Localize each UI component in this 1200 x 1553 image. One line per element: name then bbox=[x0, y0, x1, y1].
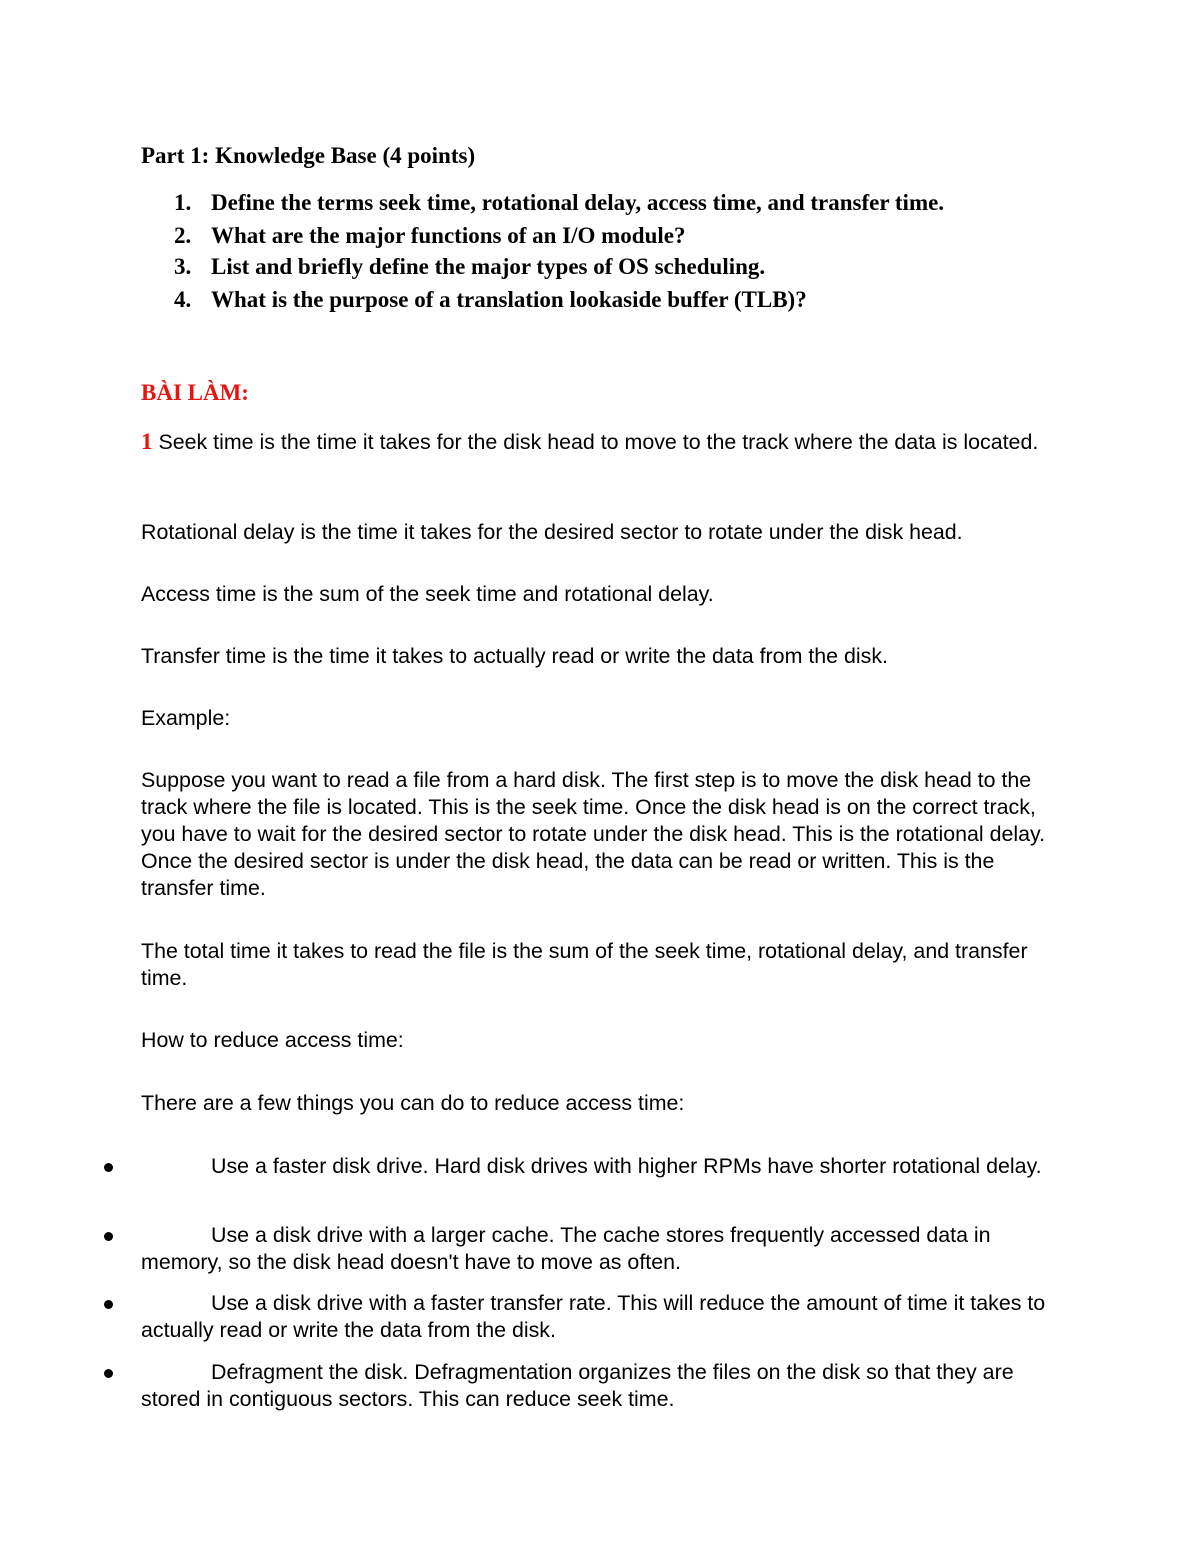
total-time-paragraph: The total time it takes to read the file is the sum of the seek time, rotational delay, and transfer time. bbox=[141, 939, 1028, 990]
reduce-label: How to reduce access time: bbox=[141, 1028, 404, 1052]
bullet-icon bbox=[104, 1163, 113, 1172]
example-label: Example: bbox=[141, 706, 231, 730]
question-number: 2. bbox=[174, 223, 192, 248]
reduce-intro: There are a few things you can do to reduce access time: bbox=[141, 1091, 685, 1115]
transfer-time-paragraph: Transfer time is the time it takes to actually read or write the data from the disk. bbox=[141, 644, 888, 668]
question-number: 3. bbox=[174, 254, 192, 279]
question-text: What are the major functions of an I/O module? bbox=[211, 223, 686, 248]
rotational-delay-paragraph: Rotational delay is the time it takes for the desired sector to rotate under the disk head. bbox=[141, 520, 963, 544]
bullet-text: Use a disk drive with a faster transfer rate. This will reduce the amount of time it takes to actually read or write the data from the disk. bbox=[141, 1291, 1046, 1342]
question-number: 4. bbox=[174, 287, 192, 312]
seek-time-definition: Seek time is the time it takes for the disk head to move to the track where the data is located. bbox=[158, 430, 1039, 454]
question-text: List and briefly define the major types of OS scheduling. bbox=[211, 254, 766, 279]
bullet-text: Use a disk drive with a larger cache. The cache stores frequently accessed data in memory, so the disk head doesn't have to move as often. bbox=[141, 1223, 991, 1274]
question-text: What is the purpose of a translation lookaside buffer (TLB)? bbox=[211, 287, 807, 312]
question-text: Define the terms seek time, rotational delay, access time, and transfer time. bbox=[211, 190, 945, 215]
bullet-text: Defragment the disk. Defragmentation organizes the files on the disk so that they are stored in contiguous sectors. This can reduce seek time. bbox=[141, 1360, 1014, 1411]
access-time-paragraph: Access time is the sum of the seek time and rotational delay. bbox=[141, 582, 714, 606]
answer-first-paragraph bbox=[141, 428, 1071, 456]
bullet-icon bbox=[104, 1232, 113, 1241]
example-paragraph: Suppose you want to read a file from a hard disk. The first step is to move the disk head to the track where the file is located. This is the seek time. Once the disk head is on the correct track, you have to wait for the desired sector to rotate under the disk head. This is the rotational delay. Once the desired sector is under the disk head, the data can be read or written. This is the transfer time. bbox=[141, 768, 1046, 900]
bullet-text: Use a faster disk drive. Hard disk drives with higher RPMs have shorter rotational delay. bbox=[211, 1154, 1042, 1178]
bullet-icon bbox=[104, 1300, 113, 1309]
answer-title: BÀI LÀM: bbox=[141, 380, 249, 405]
answer-number: 1 bbox=[141, 429, 153, 454]
question-number: 1. bbox=[174, 190, 192, 215]
bullet-icon bbox=[104, 1369, 113, 1378]
part-heading: Part 1: Knowledge Base (4 points) bbox=[141, 143, 476, 168]
